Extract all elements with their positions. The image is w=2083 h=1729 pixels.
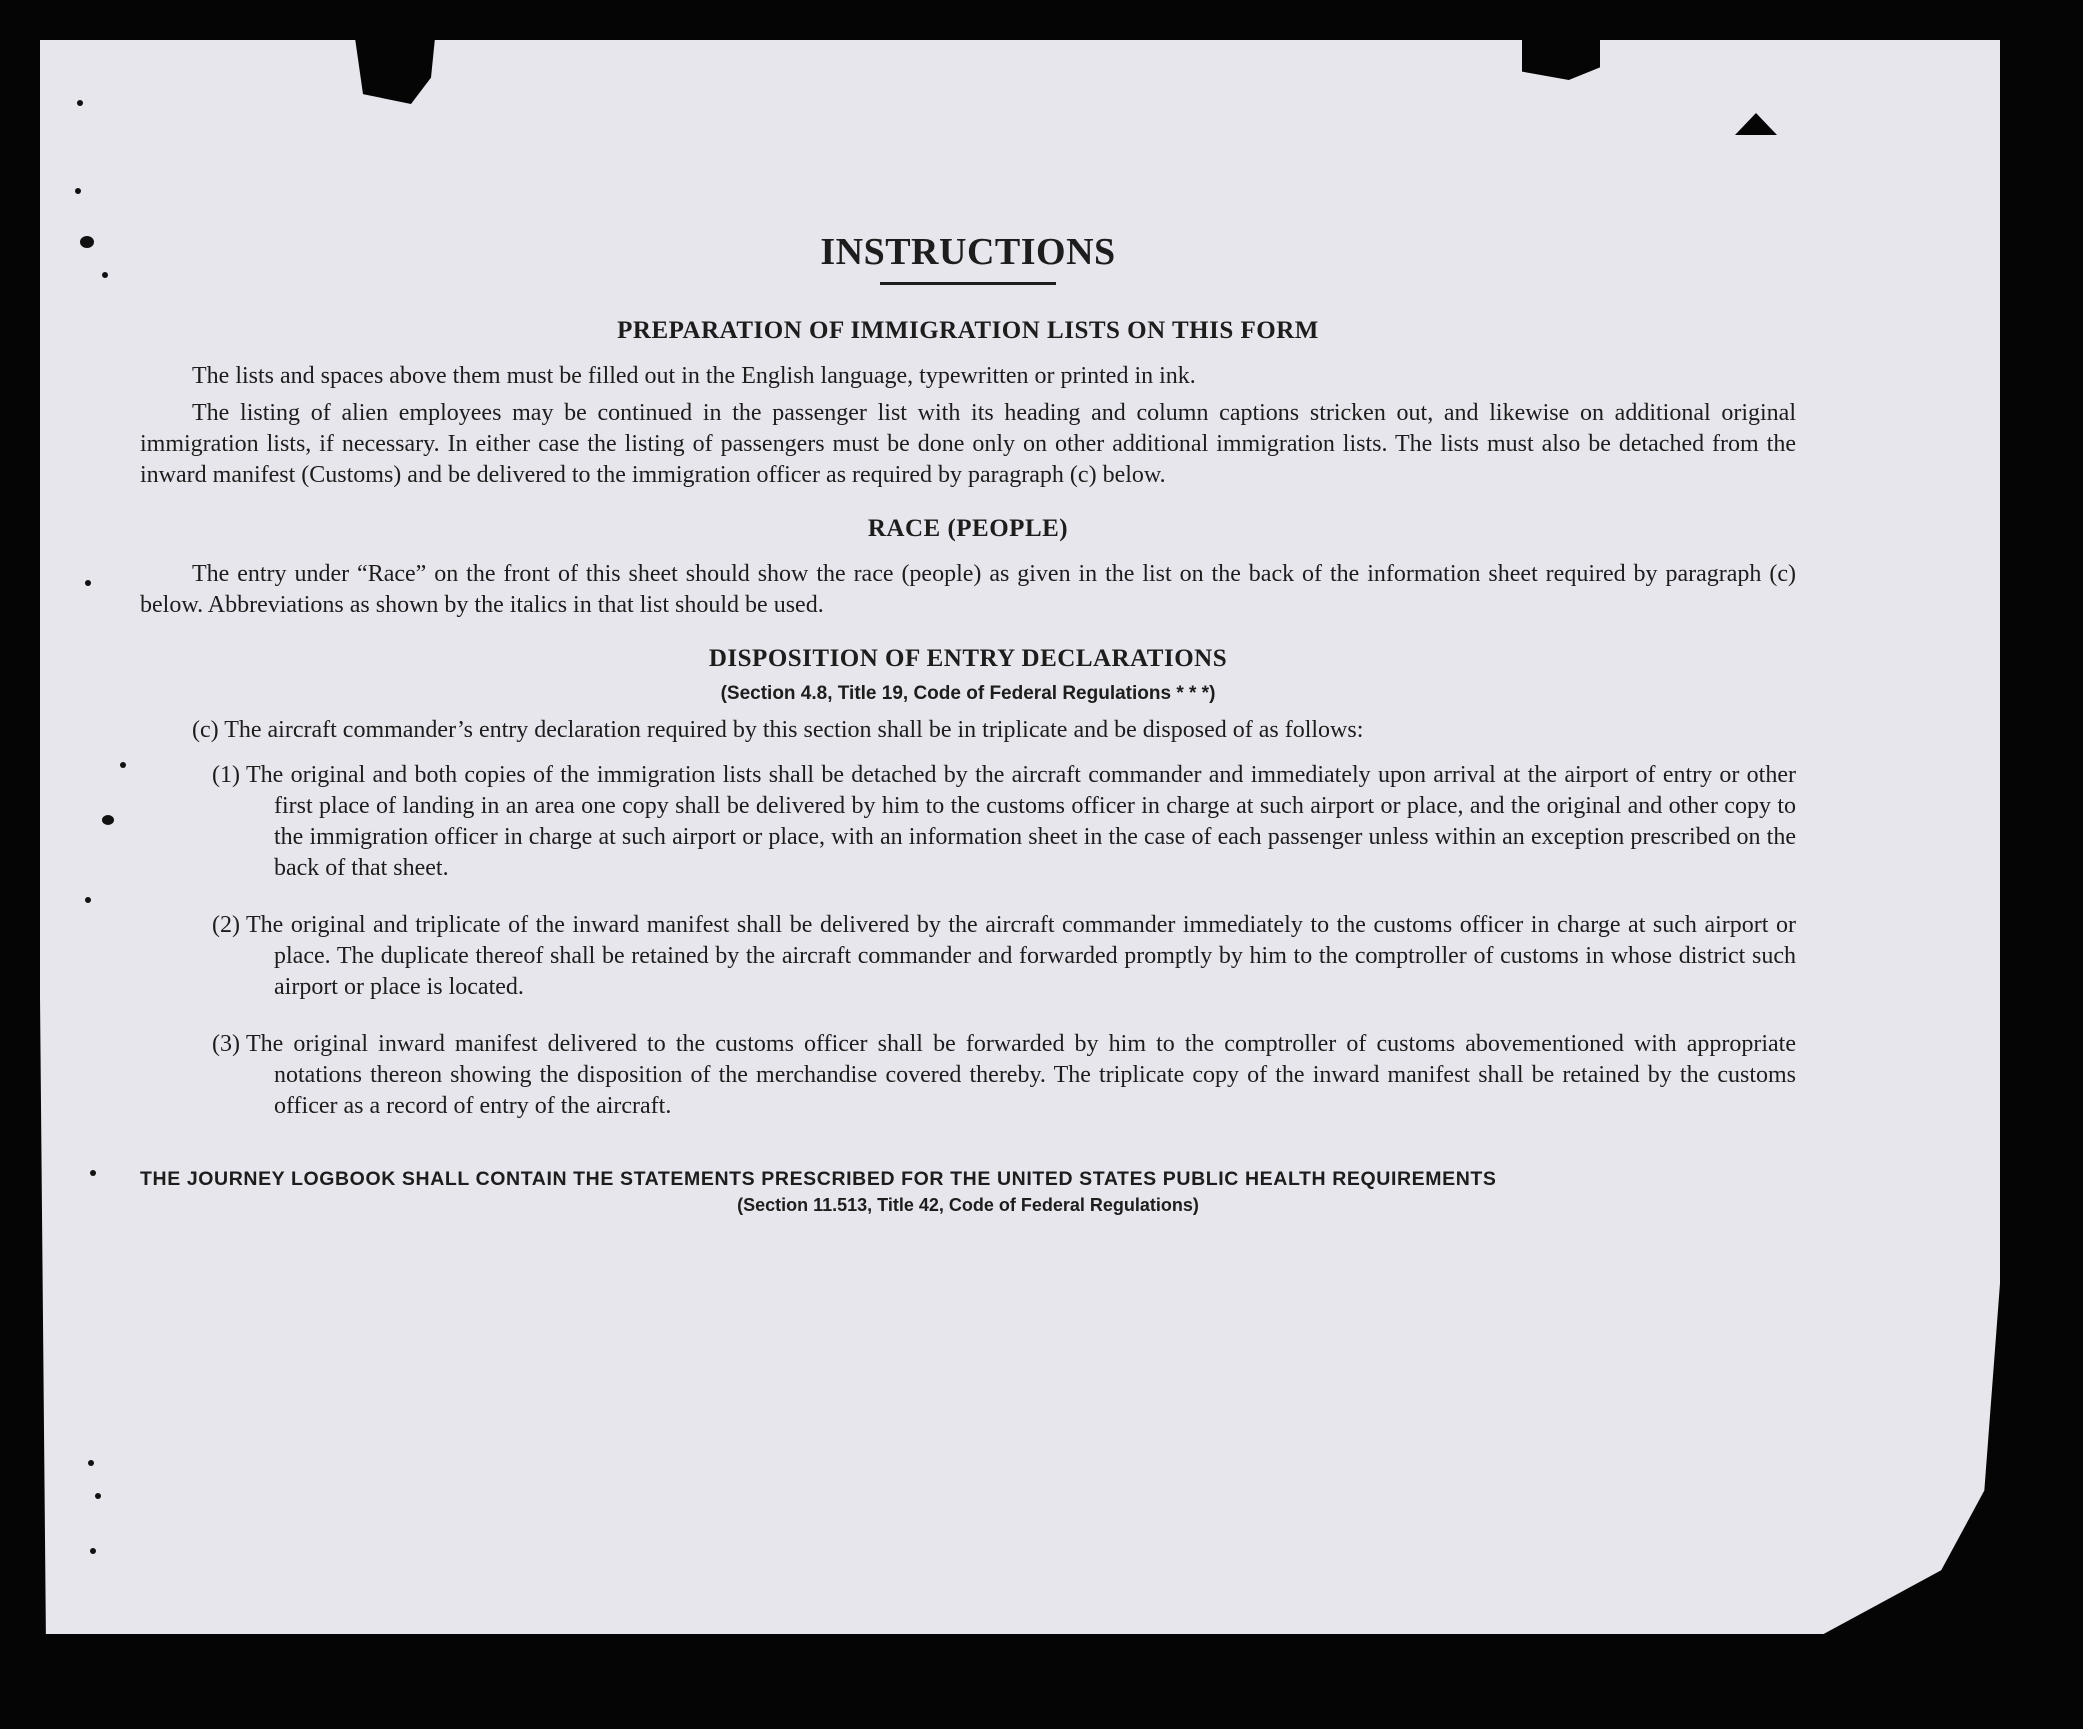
section-heading-preparation: PREPARATION OF IMMIGRATION LISTS ON THIS FORM: [617, 317, 1319, 344]
item-number: (1): [212, 762, 240, 788]
margin-speck: [102, 815, 114, 825]
paragraph-alien-employees: The listing of alien employees may be continued in the passenger list with its heading and column captions stricken out, and likewise on additional original immigration lists, if necessary. In either case the listing of passengers must be done only on other additional immigration lists. The lists must also be detached from the inward manifest (Customs) and be delivered to the immigration officer as required by paragraph (c) below.: [140, 400, 1796, 488]
margin-speck: [80, 236, 94, 248]
margin-speck: [75, 188, 81, 194]
paragraph-language: The lists and spaces above them must be filled out in the English language, typewritten or printed in ink.: [192, 363, 1196, 389]
list-item: [140, 910, 1796, 1003]
margin-speck: [77, 100, 83, 106]
margin-speck: [88, 1460, 94, 1466]
page-title: INSTRUCTIONS: [820, 231, 1116, 273]
margin-speck: [85, 580, 91, 586]
item-number: (2): [212, 912, 240, 938]
item-text: The original inward manifest delivered to the customs officer shall be forwarded by him to the comptroller of customs abovementioned with appropriate notations thereon showing the disposition of the merchandise covered thereby. The triplicate copy of the inward manifest shall be retained by the customs officer as a record of entry of the aircraft.: [246, 1031, 1796, 1119]
margin-speck: [90, 1548, 96, 1554]
list-item: [140, 760, 1796, 884]
paragraph-race: The entry under “Race” on the front of this sheet should show the race (people) as given in the list on the back of the information sheet required by paragraph (c) below. Abbreviations as shown by the italics in that list should be used.: [140, 561, 1796, 618]
instructions-content: [140, 230, 1796, 1216]
margin-speck: [90, 1170, 96, 1176]
list-item: [140, 1029, 1796, 1122]
paragraph-c-intro: (c) The aircraft commander’s entry declaration required by this section shall be in triplicate and be disposed of as follows:: [192, 717, 1364, 743]
item-text: The original and both copies of the immigration lists shall be detached by the aircraft commander and immediately upon arrival at the airport of entry or other first place of landing in an area one copy shall be delivered by him to the customs officer in charge at such airport or place, and the original and other copy to the immigration officer in charge at such airport or place, with an information sheet in the case of each passenger unless within an exception prescribed on the back of that sheet.: [246, 762, 1796, 881]
section-heading-race: RACE (PEOPLE): [867, 515, 1069, 542]
margin-speck: [85, 897, 91, 903]
title-underline: [880, 282, 1056, 285]
section-heading-disposition: DISPOSITION OF ENTRY DECLARATIONS: [708, 645, 1228, 672]
item-text: The original and triplicate of the inward manifest shall be delivered by the aircraft commander immediately to the customs officer in charge at such airport or place. The duplicate thereof shall be retained by the aircraft commander and forwarded promptly by him to the comptroller of customs in whose district such airport or place is located.: [246, 912, 1796, 1000]
margin-speck: [120, 762, 126, 768]
margin-speck: [102, 272, 108, 278]
footer-citation: (Section 11.513, Title 42, Code of Federal Regulations): [737, 1195, 1199, 1215]
margin-speck: [95, 1493, 101, 1499]
section-citation: (Section 4.8, Title 19, Code of Federal Regulations * * *): [720, 683, 1216, 704]
footer-requirement: THE JOURNEY LOGBOOK SHALL CONTAIN THE STATEMENTS PRESCRIBED FOR THE UNITED STATES PUBLIC HEALTH REQUIREMENTS: [140, 1168, 1497, 1190]
item-number: (3): [212, 1031, 240, 1057]
